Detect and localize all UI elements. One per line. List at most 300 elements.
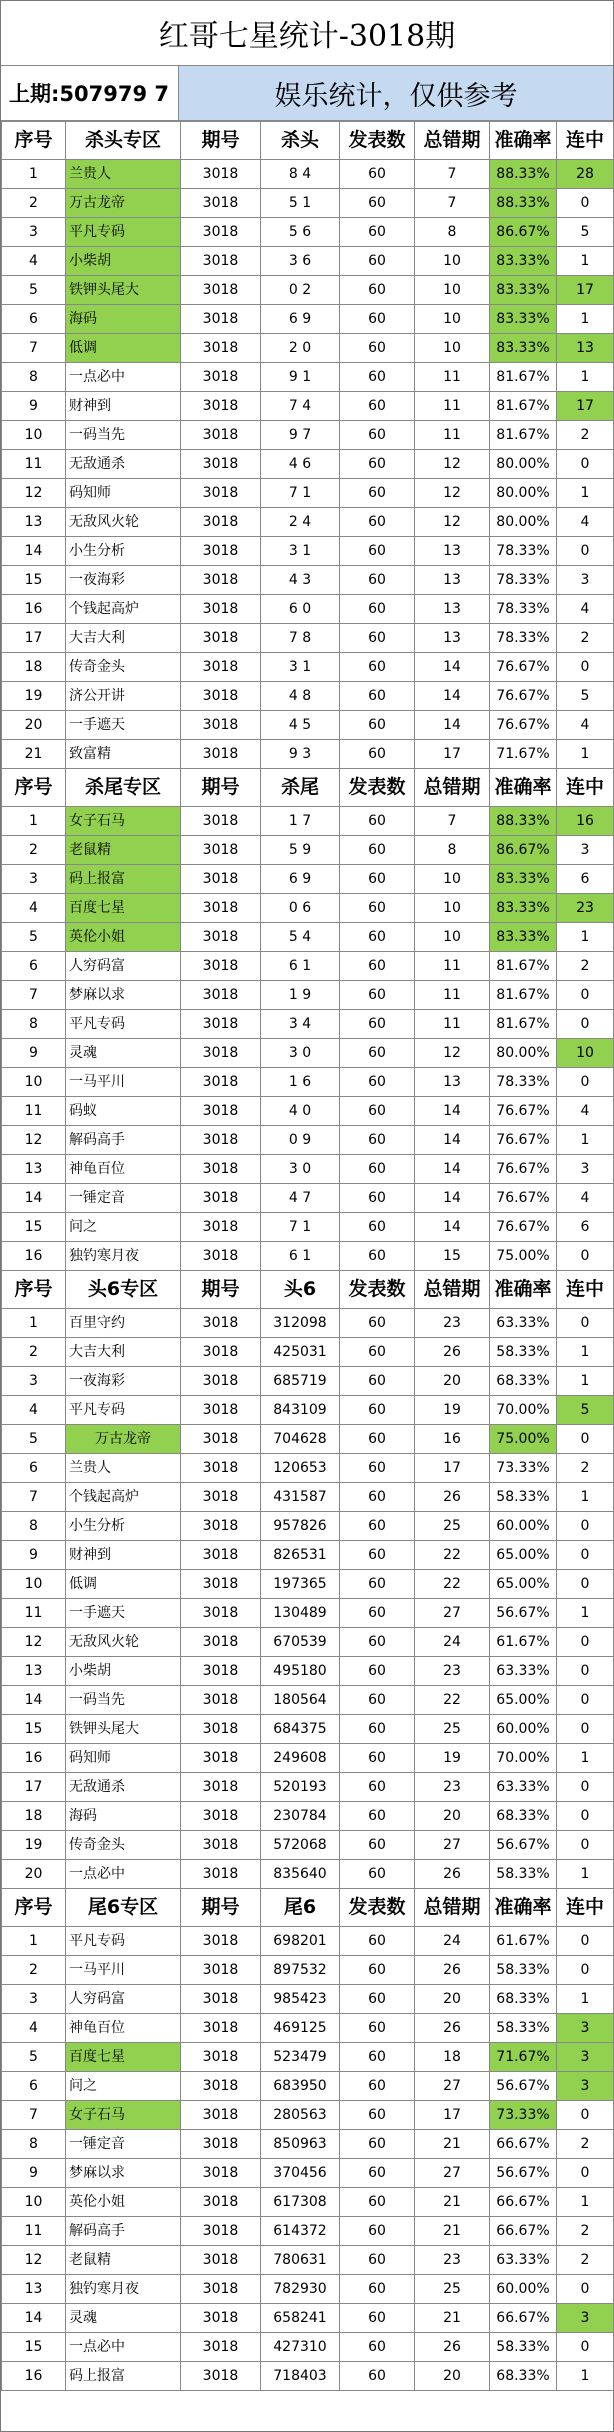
cell-period: 3018 — [181, 1570, 261, 1599]
cell-index: 2 — [2, 1338, 66, 1367]
cell-posts: 60 — [340, 305, 415, 334]
cell-value: 2 0 — [261, 334, 340, 363]
cell-accuracy: 63.33% — [490, 1309, 557, 1338]
table-row — [2, 1184, 614, 1213]
column-header-name: 杀头专区 — [66, 122, 181, 160]
cell-accuracy: 83.33% — [490, 923, 557, 952]
column-header-value: 杀尾 — [261, 769, 340, 807]
cell-value: 1 7 — [261, 807, 340, 836]
cell-index: 3 — [2, 1985, 66, 2014]
table-row — [2, 1802, 614, 1831]
cell-streak: 1 — [557, 363, 614, 392]
cell-period: 3018 — [181, 2043, 261, 2072]
cell-index: 13 — [2, 1657, 66, 1686]
cell-errors: 8 — [415, 218, 490, 247]
table-row — [2, 276, 614, 305]
cell-index: 13 — [2, 508, 66, 537]
cell-value: 614372 — [261, 2217, 340, 2246]
cell-errors: 23 — [415, 1773, 490, 1802]
entertainment-banner: 娱乐统计，仅供参考 — [179, 66, 613, 120]
cell-errors: 7 — [415, 160, 490, 189]
table-row — [2, 566, 614, 595]
cell-period: 3018 — [181, 1985, 261, 2014]
cell-accuracy: 75.00% — [490, 1242, 557, 1271]
table-row — [2, 2130, 614, 2159]
cell-accuracy: 83.33% — [490, 305, 557, 334]
table-row — [2, 1628, 614, 1657]
column-header-accuracy: 准确率 — [490, 122, 557, 160]
cell-period: 3018 — [181, 1068, 261, 1097]
cell-errors: 17 — [415, 1454, 490, 1483]
cell-value: 431587 — [261, 1483, 340, 1512]
page-title: 红哥七星统计-3018期 — [1, 1, 613, 66]
cell-posts: 60 — [340, 450, 415, 479]
column-header-accuracy: 准确率 — [490, 1889, 557, 1927]
table-row — [2, 952, 614, 981]
cell-name: 一马平川 — [66, 1068, 181, 1097]
cell-accuracy: 70.00% — [490, 1744, 557, 1773]
cell-posts: 60 — [340, 189, 415, 218]
cell-value: 8 4 — [261, 160, 340, 189]
table-row — [2, 1744, 614, 1773]
cell-period: 3018 — [181, 1657, 261, 1686]
cell-posts: 60 — [340, 2159, 415, 2188]
cell-streak: 1 — [557, 1483, 614, 1512]
cell-streak: 1 — [557, 1338, 614, 1367]
cell-posts: 60 — [340, 1628, 415, 1657]
cell-accuracy: 81.67% — [490, 363, 557, 392]
table-row — [2, 363, 614, 392]
cell-streak: 1 — [557, 305, 614, 334]
column-header-accuracy: 准确率 — [490, 1271, 557, 1309]
cell-index: 11 — [2, 2217, 66, 2246]
cell-index: 14 — [2, 1686, 66, 1715]
cell-period: 3018 — [181, 2159, 261, 2188]
cell-errors: 21 — [415, 2130, 490, 2159]
cell-name: 码上报富 — [66, 2362, 181, 2391]
cell-streak: 1 — [557, 2362, 614, 2391]
cell-streak: 4 — [557, 711, 614, 740]
cell-accuracy: 88.33% — [490, 807, 557, 836]
cell-posts: 60 — [340, 1715, 415, 1744]
table-row — [2, 1927, 614, 1956]
cell-posts: 60 — [340, 1126, 415, 1155]
cell-streak: 0 — [557, 1570, 614, 1599]
column-header-streak: 连中 — [557, 769, 614, 807]
cell-index: 16 — [2, 1242, 66, 1271]
cell-period: 3018 — [181, 305, 261, 334]
cell-errors: 14 — [415, 682, 490, 711]
column-header-name: 尾6专区 — [66, 1889, 181, 1927]
cell-value: 658241 — [261, 2304, 340, 2333]
cell-accuracy: 71.67% — [490, 740, 557, 769]
cell-errors: 17 — [415, 2101, 490, 2130]
cell-streak: 2 — [557, 2246, 614, 2275]
cell-errors: 14 — [415, 1184, 490, 1213]
cell-index: 16 — [2, 1744, 66, 1773]
cell-value: 1 9 — [261, 981, 340, 1010]
cell-period: 3018 — [181, 923, 261, 952]
cell-value: 495180 — [261, 1657, 340, 1686]
cell-period: 3018 — [181, 537, 261, 566]
cell-period: 3018 — [181, 1010, 261, 1039]
cell-posts: 60 — [340, 1483, 415, 1512]
cell-streak: 2 — [557, 1454, 614, 1483]
table-row — [2, 1068, 614, 1097]
table-row — [2, 2101, 614, 2130]
table-row — [2, 894, 614, 923]
cell-errors: 10 — [415, 894, 490, 923]
table-row — [2, 1097, 614, 1126]
cell-name: 无敌通杀 — [66, 1773, 181, 1802]
cell-name: 无敌风火轮 — [66, 508, 181, 537]
cell-streak: 1 — [557, 740, 614, 769]
cell-streak: 6 — [557, 1213, 614, 1242]
cell-period: 3018 — [181, 566, 261, 595]
table-row — [2, 1338, 614, 1367]
cell-accuracy: 76.67% — [490, 1126, 557, 1155]
cell-period: 3018 — [181, 2304, 261, 2333]
cell-accuracy: 86.67% — [490, 836, 557, 865]
cell-period: 3018 — [181, 894, 261, 923]
cell-value: 704628 — [261, 1425, 340, 1454]
cell-errors: 13 — [415, 624, 490, 653]
cell-streak: 0 — [557, 1425, 614, 1454]
cell-errors: 22 — [415, 1570, 490, 1599]
cell-name: 平凡专码 — [66, 1396, 181, 1425]
cell-index: 5 — [2, 2043, 66, 2072]
table-row — [2, 1309, 614, 1338]
table-row — [2, 740, 614, 769]
cell-period: 3018 — [181, 981, 261, 1010]
cell-index: 20 — [2, 711, 66, 740]
table-row — [2, 2362, 614, 2391]
cell-index: 3 — [2, 218, 66, 247]
cell-streak: 10 — [557, 1039, 614, 1068]
cell-accuracy: 68.33% — [490, 1985, 557, 2014]
cell-posts: 60 — [340, 740, 415, 769]
cell-errors: 7 — [415, 807, 490, 836]
cell-name: 无敌通杀 — [66, 450, 181, 479]
cell-accuracy: 65.00% — [490, 1541, 557, 1570]
cell-index: 13 — [2, 2275, 66, 2304]
cell-period: 3018 — [181, 1860, 261, 1889]
cell-posts: 60 — [340, 1396, 415, 1425]
cell-period: 3018 — [181, 160, 261, 189]
cell-accuracy: 78.33% — [490, 624, 557, 653]
cell-value: 897532 — [261, 1956, 340, 1985]
cell-posts: 60 — [340, 1155, 415, 1184]
table-row — [2, 923, 614, 952]
cell-posts: 60 — [340, 421, 415, 450]
cell-errors: 15 — [415, 1242, 490, 1271]
cell-index: 21 — [2, 740, 66, 769]
cell-index: 3 — [2, 1367, 66, 1396]
cell-name: 海码 — [66, 1802, 181, 1831]
cell-errors: 14 — [415, 653, 490, 682]
cell-index: 8 — [2, 363, 66, 392]
cell-name: 解码高手 — [66, 2217, 181, 2246]
cell-accuracy: 60.00% — [490, 1512, 557, 1541]
cell-name: 问之 — [66, 1213, 181, 1242]
table-row — [2, 2014, 614, 2043]
cell-value: 6 1 — [261, 952, 340, 981]
cell-posts: 60 — [340, 1242, 415, 1271]
cell-period: 3018 — [181, 218, 261, 247]
cell-posts: 60 — [340, 160, 415, 189]
cell-value: 0 6 — [261, 894, 340, 923]
cell-accuracy: 58.33% — [490, 1483, 557, 1512]
cell-value: 683950 — [261, 2072, 340, 2101]
cell-streak: 5 — [557, 218, 614, 247]
cell-value: 5 6 — [261, 218, 340, 247]
cell-posts: 60 — [340, 537, 415, 566]
cell-streak: 4 — [557, 595, 614, 624]
cell-value: 1 6 — [261, 1068, 340, 1097]
cell-errors: 26 — [415, 2333, 490, 2362]
cell-index: 12 — [2, 1126, 66, 1155]
cell-errors: 12 — [415, 479, 490, 508]
cell-streak: 0 — [557, 1715, 614, 1744]
cell-posts: 60 — [340, 952, 415, 981]
table-row — [2, 624, 614, 653]
cell-posts: 60 — [340, 2304, 415, 2333]
cell-index: 12 — [2, 2246, 66, 2275]
table-row — [2, 836, 614, 865]
cell-errors: 7 — [415, 189, 490, 218]
cell-name: 灵魂 — [66, 1039, 181, 1068]
cell-period: 3018 — [181, 450, 261, 479]
cell-accuracy: 80.00% — [490, 508, 557, 537]
cell-period: 3018 — [181, 807, 261, 836]
cell-index: 18 — [2, 1802, 66, 1831]
cell-streak: 6 — [557, 865, 614, 894]
cell-value: 5 9 — [261, 836, 340, 865]
cell-period: 3018 — [181, 1425, 261, 1454]
column-header-name: 杀尾专区 — [66, 769, 181, 807]
stats-table — [1, 121, 614, 2391]
cell-index: 8 — [2, 1512, 66, 1541]
column-header-errors: 总错期 — [415, 769, 490, 807]
cell-period: 3018 — [181, 740, 261, 769]
cell-posts: 60 — [340, 1184, 415, 1213]
cell-accuracy: 76.67% — [490, 1184, 557, 1213]
column-header-errors: 总错期 — [415, 122, 490, 160]
table-row — [2, 1686, 614, 1715]
cell-errors: 10 — [415, 276, 490, 305]
cell-errors: 13 — [415, 537, 490, 566]
cell-value: 782930 — [261, 2275, 340, 2304]
sub-header — [1, 66, 613, 121]
last-period: 上期:507979 7 — [1, 66, 179, 120]
cell-posts: 60 — [340, 2362, 415, 2391]
cell-period: 3018 — [181, 1242, 261, 1271]
cell-posts: 60 — [340, 1802, 415, 1831]
cell-name: 人穷码富 — [66, 1985, 181, 2014]
cell-posts: 60 — [340, 247, 415, 276]
cell-period: 3018 — [181, 247, 261, 276]
section-header-row — [2, 1271, 614, 1309]
cell-streak: 1 — [557, 2188, 614, 2217]
cell-streak: 3 — [557, 2304, 614, 2333]
cell-streak: 0 — [557, 1010, 614, 1039]
cell-posts: 60 — [340, 1367, 415, 1396]
cell-index: 16 — [2, 2362, 66, 2391]
cell-value: 9 7 — [261, 421, 340, 450]
cell-posts: 60 — [340, 1454, 415, 1483]
cell-accuracy: 80.00% — [490, 479, 557, 508]
cell-period: 3018 — [181, 2246, 261, 2275]
cell-errors: 19 — [415, 1744, 490, 1773]
cell-streak: 3 — [557, 2043, 614, 2072]
cell-posts: 60 — [340, 1425, 415, 1454]
table-row — [2, 2043, 614, 2072]
cell-posts: 60 — [340, 1686, 415, 1715]
cell-errors: 16 — [415, 1425, 490, 1454]
cell-value: 3 0 — [261, 1039, 340, 1068]
cell-period: 3018 — [181, 865, 261, 894]
cell-index: 7 — [2, 981, 66, 1010]
table-row — [2, 2217, 614, 2246]
cell-index: 7 — [2, 334, 66, 363]
cell-accuracy: 63.33% — [490, 1773, 557, 1802]
cell-value: 280563 — [261, 2101, 340, 2130]
cell-errors: 10 — [415, 865, 490, 894]
cell-streak: 3 — [557, 2014, 614, 2043]
cell-name: 平凡专码 — [66, 1010, 181, 1039]
cell-errors: 14 — [415, 1213, 490, 1242]
column-header-period: 期号 — [181, 1271, 261, 1309]
cell-name: 问之 — [66, 2072, 181, 2101]
cell-index: 8 — [2, 2130, 66, 2159]
cell-streak: 0 — [557, 1628, 614, 1657]
cell-index: 11 — [2, 1599, 66, 1628]
cell-errors: 26 — [415, 1338, 490, 1367]
cell-index: 17 — [2, 624, 66, 653]
cell-value: 230784 — [261, 1802, 340, 1831]
cell-index: 15 — [2, 566, 66, 595]
cell-posts: 60 — [340, 865, 415, 894]
cell-value: 2 4 — [261, 508, 340, 537]
cell-posts: 60 — [340, 479, 415, 508]
cell-name: 老鼠精 — [66, 2246, 181, 2275]
cell-name: 个钱起高炉 — [66, 1483, 181, 1512]
cell-value: 425031 — [261, 1338, 340, 1367]
table-row — [2, 2072, 614, 2101]
cell-errors: 14 — [415, 1097, 490, 1126]
cell-value: 572068 — [261, 1831, 340, 1860]
cell-value: 9 1 — [261, 363, 340, 392]
cell-posts: 60 — [340, 923, 415, 952]
cell-posts: 60 — [340, 1657, 415, 1686]
cell-period: 3018 — [181, 1126, 261, 1155]
cell-errors: 14 — [415, 711, 490, 740]
cell-index: 16 — [2, 595, 66, 624]
cell-index: 10 — [2, 2188, 66, 2217]
table-row — [2, 807, 614, 836]
cell-accuracy: 56.67% — [490, 2072, 557, 2101]
cell-streak: 0 — [557, 1242, 614, 1271]
cell-index: 9 — [2, 1039, 66, 1068]
cell-errors: 22 — [415, 1541, 490, 1570]
cell-streak: 0 — [557, 537, 614, 566]
table-row — [2, 218, 614, 247]
table-row — [2, 537, 614, 566]
cell-value: 120653 — [261, 1454, 340, 1483]
cell-value: 6 9 — [261, 305, 340, 334]
cell-name: 一点必中 — [66, 1860, 181, 1889]
cell-value: 7 8 — [261, 624, 340, 653]
cell-name: 一点必中 — [66, 363, 181, 392]
cell-streak: 1 — [557, 1367, 614, 1396]
cell-streak: 0 — [557, 1831, 614, 1860]
cell-index: 12 — [2, 1628, 66, 1657]
table-row — [2, 1126, 614, 1155]
cell-accuracy: 76.67% — [490, 1155, 557, 1184]
section-header-row — [2, 1889, 614, 1927]
cell-name: 英伦小姐 — [66, 2188, 181, 2217]
cell-posts: 60 — [340, 2101, 415, 2130]
cell-index: 14 — [2, 1184, 66, 1213]
cell-name: 一手遮天 — [66, 711, 181, 740]
cell-period: 3018 — [181, 2333, 261, 2362]
table-row — [2, 2246, 614, 2275]
cell-streak: 1 — [557, 1860, 614, 1889]
cell-value: 617308 — [261, 2188, 340, 2217]
cell-accuracy: 78.33% — [490, 595, 557, 624]
cell-name: 小生分析 — [66, 1512, 181, 1541]
cell-errors: 27 — [415, 2159, 490, 2188]
cell-value: 4 3 — [261, 566, 340, 595]
cell-index: 10 — [2, 1068, 66, 1097]
cell-value: 520193 — [261, 1773, 340, 1802]
cell-accuracy: 73.33% — [490, 2101, 557, 2130]
cell-value: 3 1 — [261, 653, 340, 682]
cell-accuracy: 83.33% — [490, 894, 557, 923]
cell-accuracy: 76.67% — [490, 653, 557, 682]
cell-index: 2 — [2, 189, 66, 218]
cell-streak: 3 — [557, 1155, 614, 1184]
cell-errors: 8 — [415, 836, 490, 865]
cell-period: 3018 — [181, 624, 261, 653]
cell-index: 8 — [2, 1010, 66, 1039]
cell-streak: 2 — [557, 624, 614, 653]
cell-value: 4 8 — [261, 682, 340, 711]
cell-streak: 2 — [557, 952, 614, 981]
cell-errors: 14 — [415, 1155, 490, 1184]
cell-period: 3018 — [181, 334, 261, 363]
cell-posts: 60 — [340, 1773, 415, 1802]
cell-posts: 60 — [340, 1985, 415, 2014]
cell-errors: 27 — [415, 1599, 490, 1628]
cell-accuracy: 58.33% — [490, 2333, 557, 2362]
cell-streak: 1 — [557, 923, 614, 952]
cell-posts: 60 — [340, 836, 415, 865]
cell-value: 7 1 — [261, 1213, 340, 1242]
cell-period: 3018 — [181, 1628, 261, 1657]
cell-index: 3 — [2, 865, 66, 894]
cell-posts: 60 — [340, 2014, 415, 2043]
cell-value: 826531 — [261, 1541, 340, 1570]
cell-period: 3018 — [181, 1184, 261, 1213]
cell-name: 码上报富 — [66, 865, 181, 894]
cell-value: 370456 — [261, 2159, 340, 2188]
cell-name: 一夜海彩 — [66, 566, 181, 595]
cell-name: 万古龙帝 — [66, 1425, 181, 1454]
cell-posts: 60 — [340, 1744, 415, 1773]
table-row — [2, 334, 614, 363]
cell-errors: 13 — [415, 1068, 490, 1097]
